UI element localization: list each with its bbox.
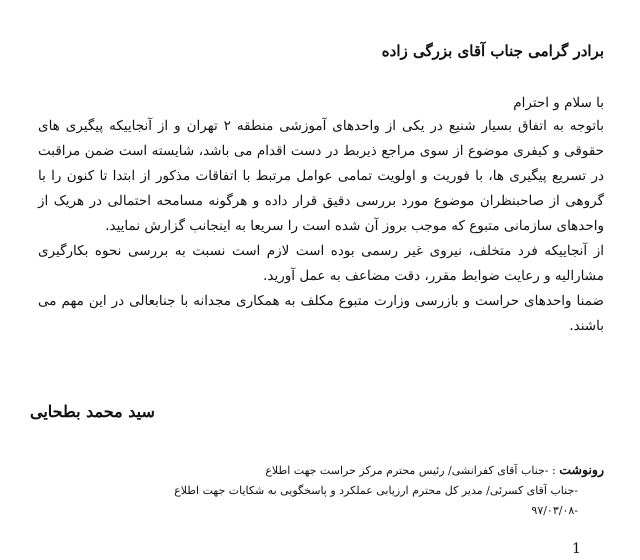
copies-row-1 bbox=[24, 460, 604, 481]
copy-recipient-1: : -جناب آقای کفرانشی/ رئیس محترم مرکز حراست جهت اطلاع bbox=[265, 464, 556, 477]
copies-label: رونوشت bbox=[559, 462, 604, 477]
letter-body bbox=[38, 114, 604, 339]
paragraph-1: باتوجه به اتفاق بسیار شنیع در یکی از واحدهای آموزشی منطقه ۲ تهران و از آنجاییکه پیگیری های حقوقی و کیفری موضوع از سوی مراجع ذیربط در دست اقدام می باشد، شایسته است ضمن مراقبت در تسریع پیگیری ها، با فوریت و اولویت تمامی عوامل مرتبط با اتفاقات مذکور از ابتدا تا کنون را با گروهی از صاحبنظران موضوع مورد بررسی دقیق قرار داده و هرگونه مسامحه احتمالی در هریک از واحدهای سازمانی متبوع که موجب بروز آن شده است را سریعا به اینجانب گزارش نمایید. bbox=[38, 118, 604, 234]
signature-name: سید محمد بطحایی bbox=[30, 402, 155, 421]
copies-section bbox=[24, 460, 604, 521]
page-number: 1 bbox=[572, 541, 581, 557]
greeting: با سلام و احترام bbox=[513, 95, 604, 111]
paragraph-3: ضمنا واحدهای حراست و بازرسی وزارت متبوع مکلف به همکاری مجدانه با جنابعالی در این مهم می باشند. bbox=[38, 293, 604, 334]
copies-row-3 bbox=[24, 501, 604, 521]
copy-recipient-2: -جناب آقای کسرئی/ مدیر کل محترم ارزیابی عملکرد و پاسخگویی به شکایات جهت اطلاع bbox=[174, 484, 578, 497]
letter-date: -۹۷/۰۳/۰۸ bbox=[531, 504, 578, 517]
paragraph-2: از آنجاییکه فرد متخلف، نیروی غیر رسمی بوده است لازم است نسبت به بررسی نحوه بکارگیری مشارالیه و رعایت ضوابط مقرر، دقت مضاعف به عمل آورید. bbox=[38, 243, 604, 284]
salutation: برادر گرامی جناب آقای بزرگی زاده bbox=[381, 42, 604, 60]
copies-row-2 bbox=[24, 481, 604, 501]
